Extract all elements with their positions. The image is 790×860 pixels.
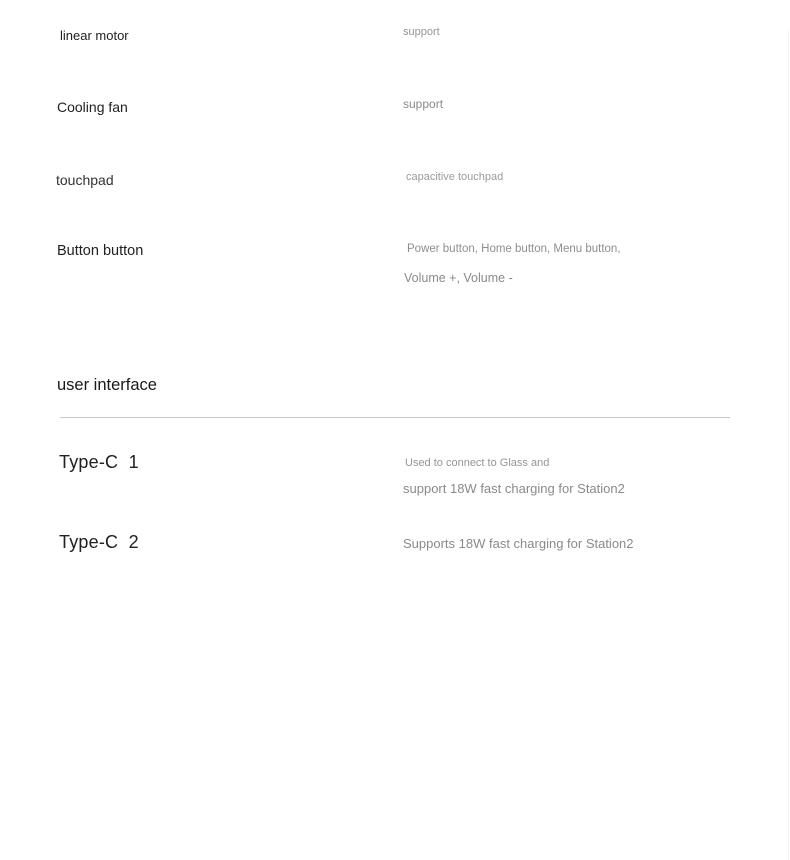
spec-label-cooling-fan: Cooling fan [57, 99, 128, 115]
spec-value-touchpad: capacitive touchpad [406, 171, 504, 183]
section-divider [60, 417, 730, 418]
spec-value-type-c-2-line1: Supports 18W fast charging for Station2 [403, 536, 634, 551]
spec-label-touchpad: touchpad [56, 172, 114, 188]
spec-label-type-c-2: Type-C 2 [59, 532, 139, 552]
spec-value-buttons-line1: Power button, Home button, Menu button, [407, 243, 621, 255]
spec-label-buttons: Button button [57, 243, 144, 259]
spec-value-linear-motor: support [403, 26, 440, 38]
spec-value-buttons-line2: Volume +, Volume - [404, 271, 513, 285]
spec-value-type-c-1-line2: support 18W fast charging for Station2 [403, 481, 625, 496]
spec-value-cooling-fan: support [403, 97, 444, 111]
spec-label-type-c-1: Type-C 1 [59, 452, 139, 472]
spec-value-type-c-1-line1: Used to connect to Glass and [405, 457, 550, 469]
spec-label-linear-motor: linear motor [60, 28, 129, 43]
section-title-user-interface: user interface [57, 376, 157, 394]
page-edge-line [788, 30, 789, 860]
